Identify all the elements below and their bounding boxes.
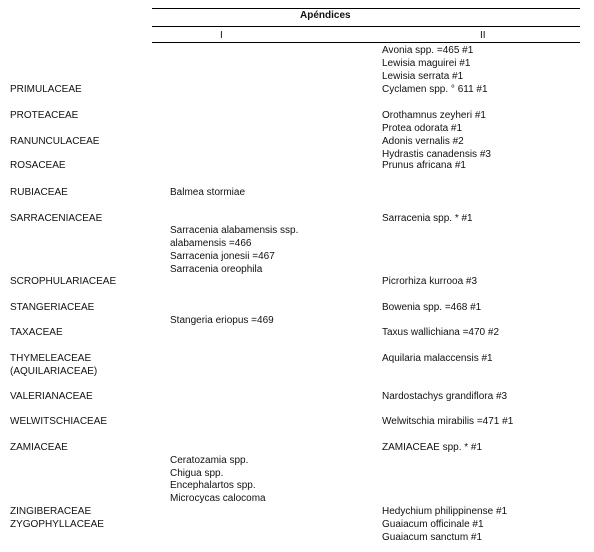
- family-name: ROSACEAE: [10, 160, 66, 171]
- family-name: RUBIACEAE: [10, 187, 68, 198]
- header-title: Apéndices: [300, 10, 351, 21]
- family-name: ZYGOPHYLLACEAE: [10, 519, 104, 530]
- appendix-II-entry: Hydrastis canadensis #3: [382, 149, 491, 160]
- appendix-II-entry: Bowenia spp. =468 #1: [382, 302, 482, 313]
- appendix-II-entry: Hedychium philippinense #1: [382, 506, 508, 517]
- appendix-II-entry: Adonis vernalis #2: [382, 136, 464, 147]
- appendix-II-entry: Welwitschia mirabilis =471 #1: [382, 416, 514, 427]
- family-name: VALERIANACEAE: [10, 391, 93, 402]
- appendix-II-entry: Avonia spp. =465 #1: [382, 45, 474, 56]
- appendix-II-entry: Orothamnus zeyheri #1: [382, 110, 486, 121]
- family-name: PROTEACEAE: [10, 110, 79, 121]
- appendix-II-entry: Lewisia maguirei #1: [382, 58, 471, 69]
- appendix-I-entry: Balmea stormiae: [170, 187, 246, 198]
- appendix-I-entry: Encephalartos spp.: [170, 480, 256, 491]
- appendix-II-entry: ZAMIACEAE spp. * #1: [382, 442, 483, 453]
- family-name: RANUNCULACEAE: [10, 136, 100, 147]
- appendix-II-entry: Cyclamen spp. ° 611 #1: [382, 84, 488, 95]
- family-name: SARRACENIACEAE: [10, 213, 103, 224]
- header-bottom-rule: [152, 42, 580, 43]
- family-name: PRIMULACEAE: [10, 84, 82, 95]
- appendix-I-entry: alabamensis =466: [170, 238, 252, 249]
- appendix-I-entry: Sarracenia jonesii =467: [170, 251, 275, 262]
- appendix-I-entry: Sarracenia alabamensis ssp.: [170, 225, 299, 236]
- appendix-II-entry: Picrorhiza kurrooa #3: [382, 276, 478, 287]
- appendix-I-entry: Chigua spp.: [170, 468, 224, 479]
- family-name: ZINGIBERACEAE: [10, 506, 92, 517]
- appendix-I-entry: Microcycas calocoma: [170, 493, 266, 504]
- column-header-II: II: [480, 30, 486, 41]
- appendix-II-entry: Prunus africana #1: [382, 160, 466, 171]
- appendix-II-entry: Guaiacum sanctum #1: [382, 532, 483, 543]
- appendix-II-entry: Aquilaria malaccensis #1: [382, 353, 493, 364]
- family-name-alt: (AQUILARIACEAE): [10, 366, 98, 377]
- appendix-II-entry: Taxus wallichiana =470 #2: [382, 327, 500, 338]
- appendix-II-entry: Protea odorata #1: [382, 123, 463, 134]
- family-name: ZAMIACEAE: [10, 442, 68, 453]
- family-name: STANGERIACEAE: [10, 302, 95, 313]
- header-top-rule: [152, 8, 580, 9]
- appendix-II-entry: Nardostachys grandiflora #3: [382, 391, 508, 402]
- family-name: WELWITSCHIACEAE: [10, 416, 108, 427]
- appendix-II-entry: Guaiacum officinale #1: [382, 519, 484, 530]
- appendix-II-entry: Lewisia serrata #1: [382, 71, 464, 82]
- column-header-I: I: [220, 30, 223, 41]
- appendix-I-entry: Stangeria eriopus =469: [170, 315, 274, 326]
- family-name: SCROPHULARIACEAE: [10, 276, 117, 287]
- family-name: THYMELEACEAE: [10, 353, 92, 364]
- family-name: TAXACEAE: [10, 327, 63, 338]
- appendix-I-entry: Sarracenia oreophila: [170, 264, 263, 275]
- header-mid-rule: [152, 26, 580, 27]
- appendix-I-entry: Ceratozamia spp.: [170, 455, 249, 466]
- appendix-II-entry: Sarracenia spp. * #1: [382, 213, 473, 224]
